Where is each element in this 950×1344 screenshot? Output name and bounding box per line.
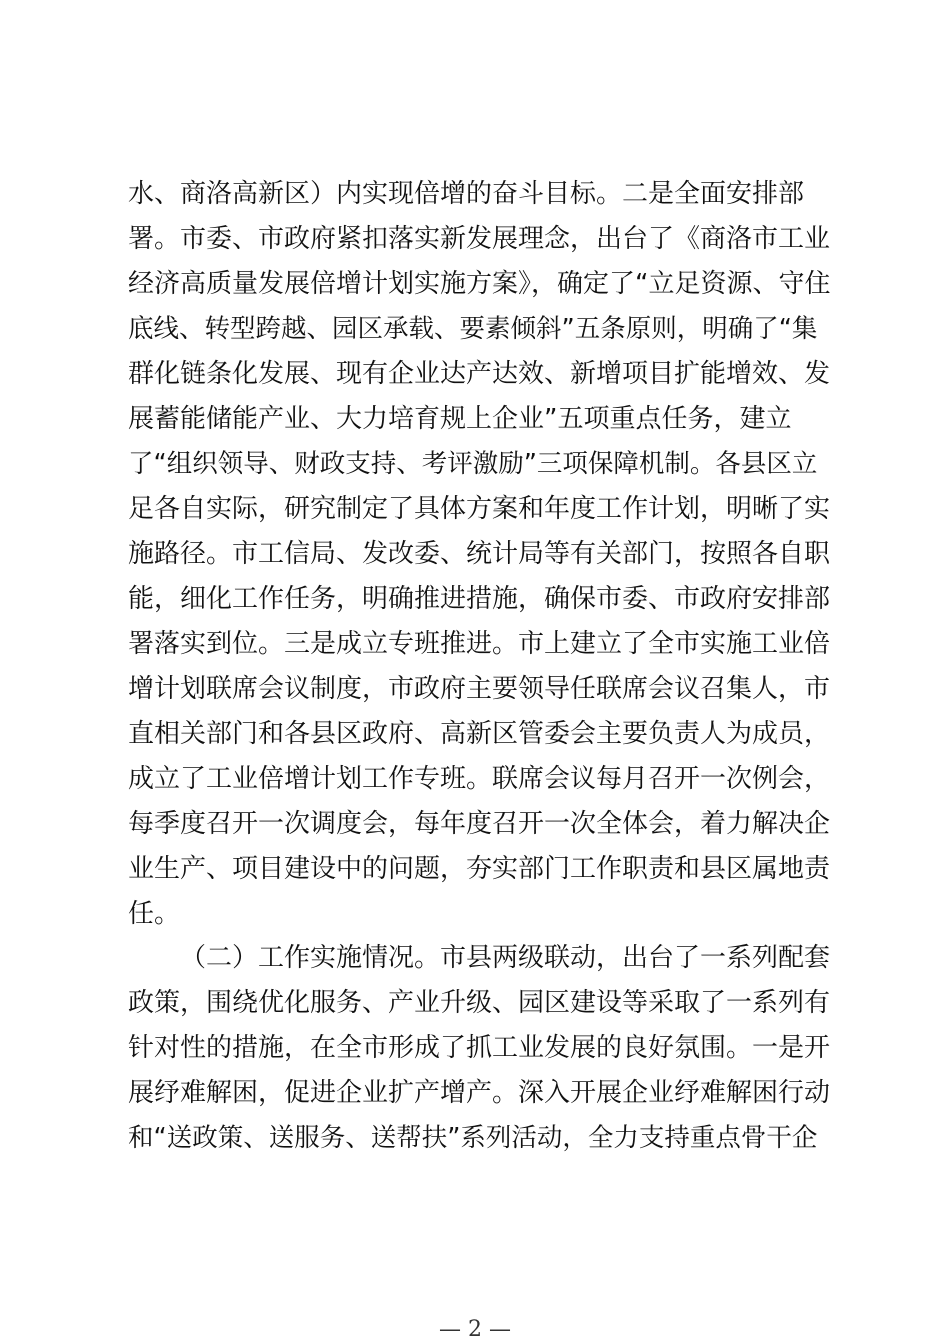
body-text-line: 针对性的措施，在全市形成了抓工业发展的良好氛围。一是开 [128, 1033, 831, 1063]
body-text-line: 展蓄能储能产业、大力培育规上企业”五项重点任务，建立 [128, 404, 792, 434]
body-text-line: 了“组织领导、财政支持、考评激励”三项保障机制。各县区立 [128, 449, 818, 479]
body-text-line: 经济高质量发展倍增计划实施方案》，确定了“立足资源、守住 [128, 269, 831, 299]
body-text-line: 署落实到位。三是成立专班推进。市上建立了全市实施工业倍 [128, 629, 831, 659]
body-text-line: 任。 [128, 899, 181, 929]
body-text-line: 足各自实际，研究制定了具体方案和年度工作计划，明晰了实 [128, 494, 831, 524]
section-heading-line: （二）工作实施情况。市县两级联动，出台了一系列配套 [180, 943, 831, 973]
body-text-line: 成立了工业倍增计划工作专班。联席会议每月召开一次例会， [128, 764, 831, 794]
body-text-line: 署。市委、市政府紧扣落实新发展理念，出台了《商洛市工业 [128, 224, 831, 254]
body-text-line: 底线、转型跨越、园区承载、要素倾斜”五条原则，明确了“集 [128, 314, 818, 344]
page-number: — 2 — [439, 1317, 511, 1342]
body-text-line: 能，细化工作任务，明确推进措施，确保市委、市政府安排部 [128, 584, 831, 614]
body-text-line: 和“送政策、送服务、送帮扶”系列活动，全力支持重点骨干企 [128, 1123, 818, 1153]
body-text-line: 展纾难解困，促进企业扩产增产。深入开展企业纾难解困行动 [128, 1078, 831, 1108]
body-text-line: 群化链条化发展、现有企业达产达效、新增项目扩能增效、发 [128, 359, 831, 389]
body-text-line: 直相关部门和各县区政府、高新区管委会主要负责人为成员， [128, 719, 831, 749]
body-text-line: 增计划联席会议制度，市政府主要领导任联席会议召集人，市 [128, 674, 831, 704]
body-text-line: 水、商洛高新区）内实现倍增的奋斗目标。二是全面安排部 [128, 179, 805, 209]
body-text-line: 业生产、项目建设中的问题，夯实部门工作职责和县区属地责 [128, 854, 831, 884]
body-text-line: 每季度召开一次调度会，每年度召开一次全体会，着力解决企 [128, 809, 831, 839]
body-text-line: 政策，围绕优化服务、产业升级、园区建设等采取了一系列有 [128, 988, 831, 1018]
body-text-line: 施路径。市工信局、发改委、统计局等有关部门，按照各自职 [128, 539, 831, 569]
